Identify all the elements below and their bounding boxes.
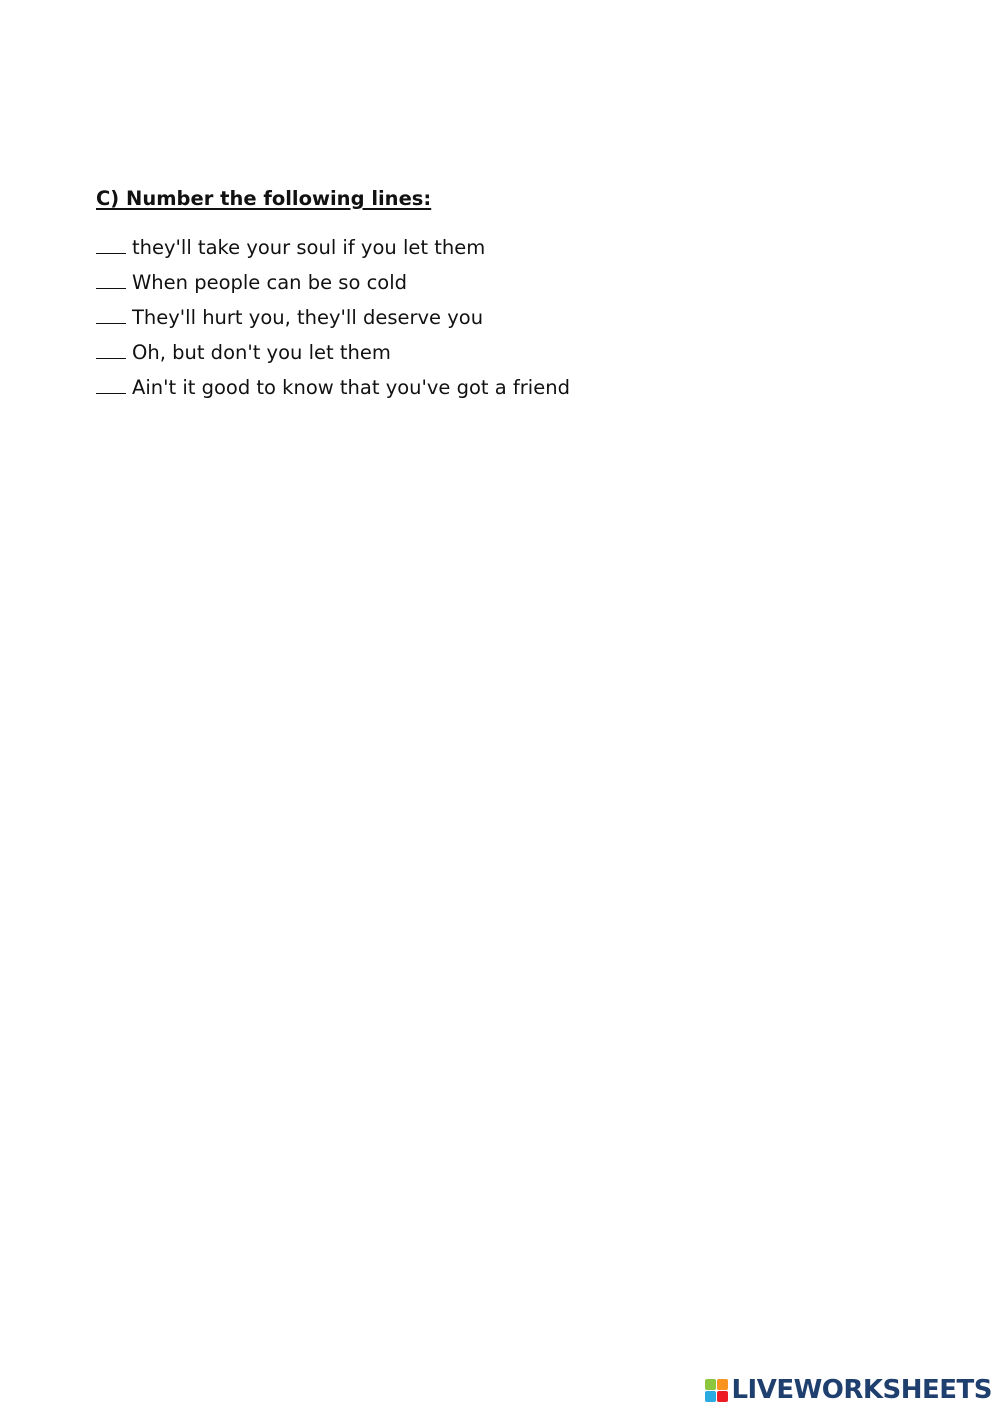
logo-square-2 bbox=[717, 1379, 728, 1390]
answer-blank[interactable] bbox=[96, 234, 126, 254]
line-text: they'll take your soul if you let them bbox=[132, 236, 486, 259]
answer-blank[interactable] bbox=[96, 339, 126, 359]
liveworksheets-logo-icon bbox=[705, 1379, 728, 1402]
lines-list bbox=[96, 234, 570, 409]
logo-text: LIVEWORKSHEETS bbox=[731, 1375, 992, 1405]
liveworksheets-logo bbox=[705, 1375, 992, 1405]
list-item bbox=[96, 269, 570, 304]
line-text: They'll hurt you, they'll deserve you bbox=[132, 306, 484, 329]
logo-square-3 bbox=[705, 1391, 716, 1402]
logo-square-4 bbox=[717, 1391, 728, 1402]
line-text: Oh, but don't you let them bbox=[132, 341, 391, 364]
list-item bbox=[96, 339, 570, 374]
line-text: Ain't it good to know that you've got a friend bbox=[132, 376, 570, 399]
logo-square-1 bbox=[705, 1379, 716, 1390]
answer-blank[interactable] bbox=[96, 304, 126, 324]
answer-blank[interactable] bbox=[96, 374, 126, 394]
section-heading: C) Number the following lines: bbox=[96, 187, 432, 210]
line-text: When people can be so cold bbox=[132, 271, 408, 294]
list-item bbox=[96, 374, 570, 409]
list-item bbox=[96, 234, 570, 269]
answer-blank[interactable] bbox=[96, 269, 126, 289]
list-item bbox=[96, 304, 570, 339]
